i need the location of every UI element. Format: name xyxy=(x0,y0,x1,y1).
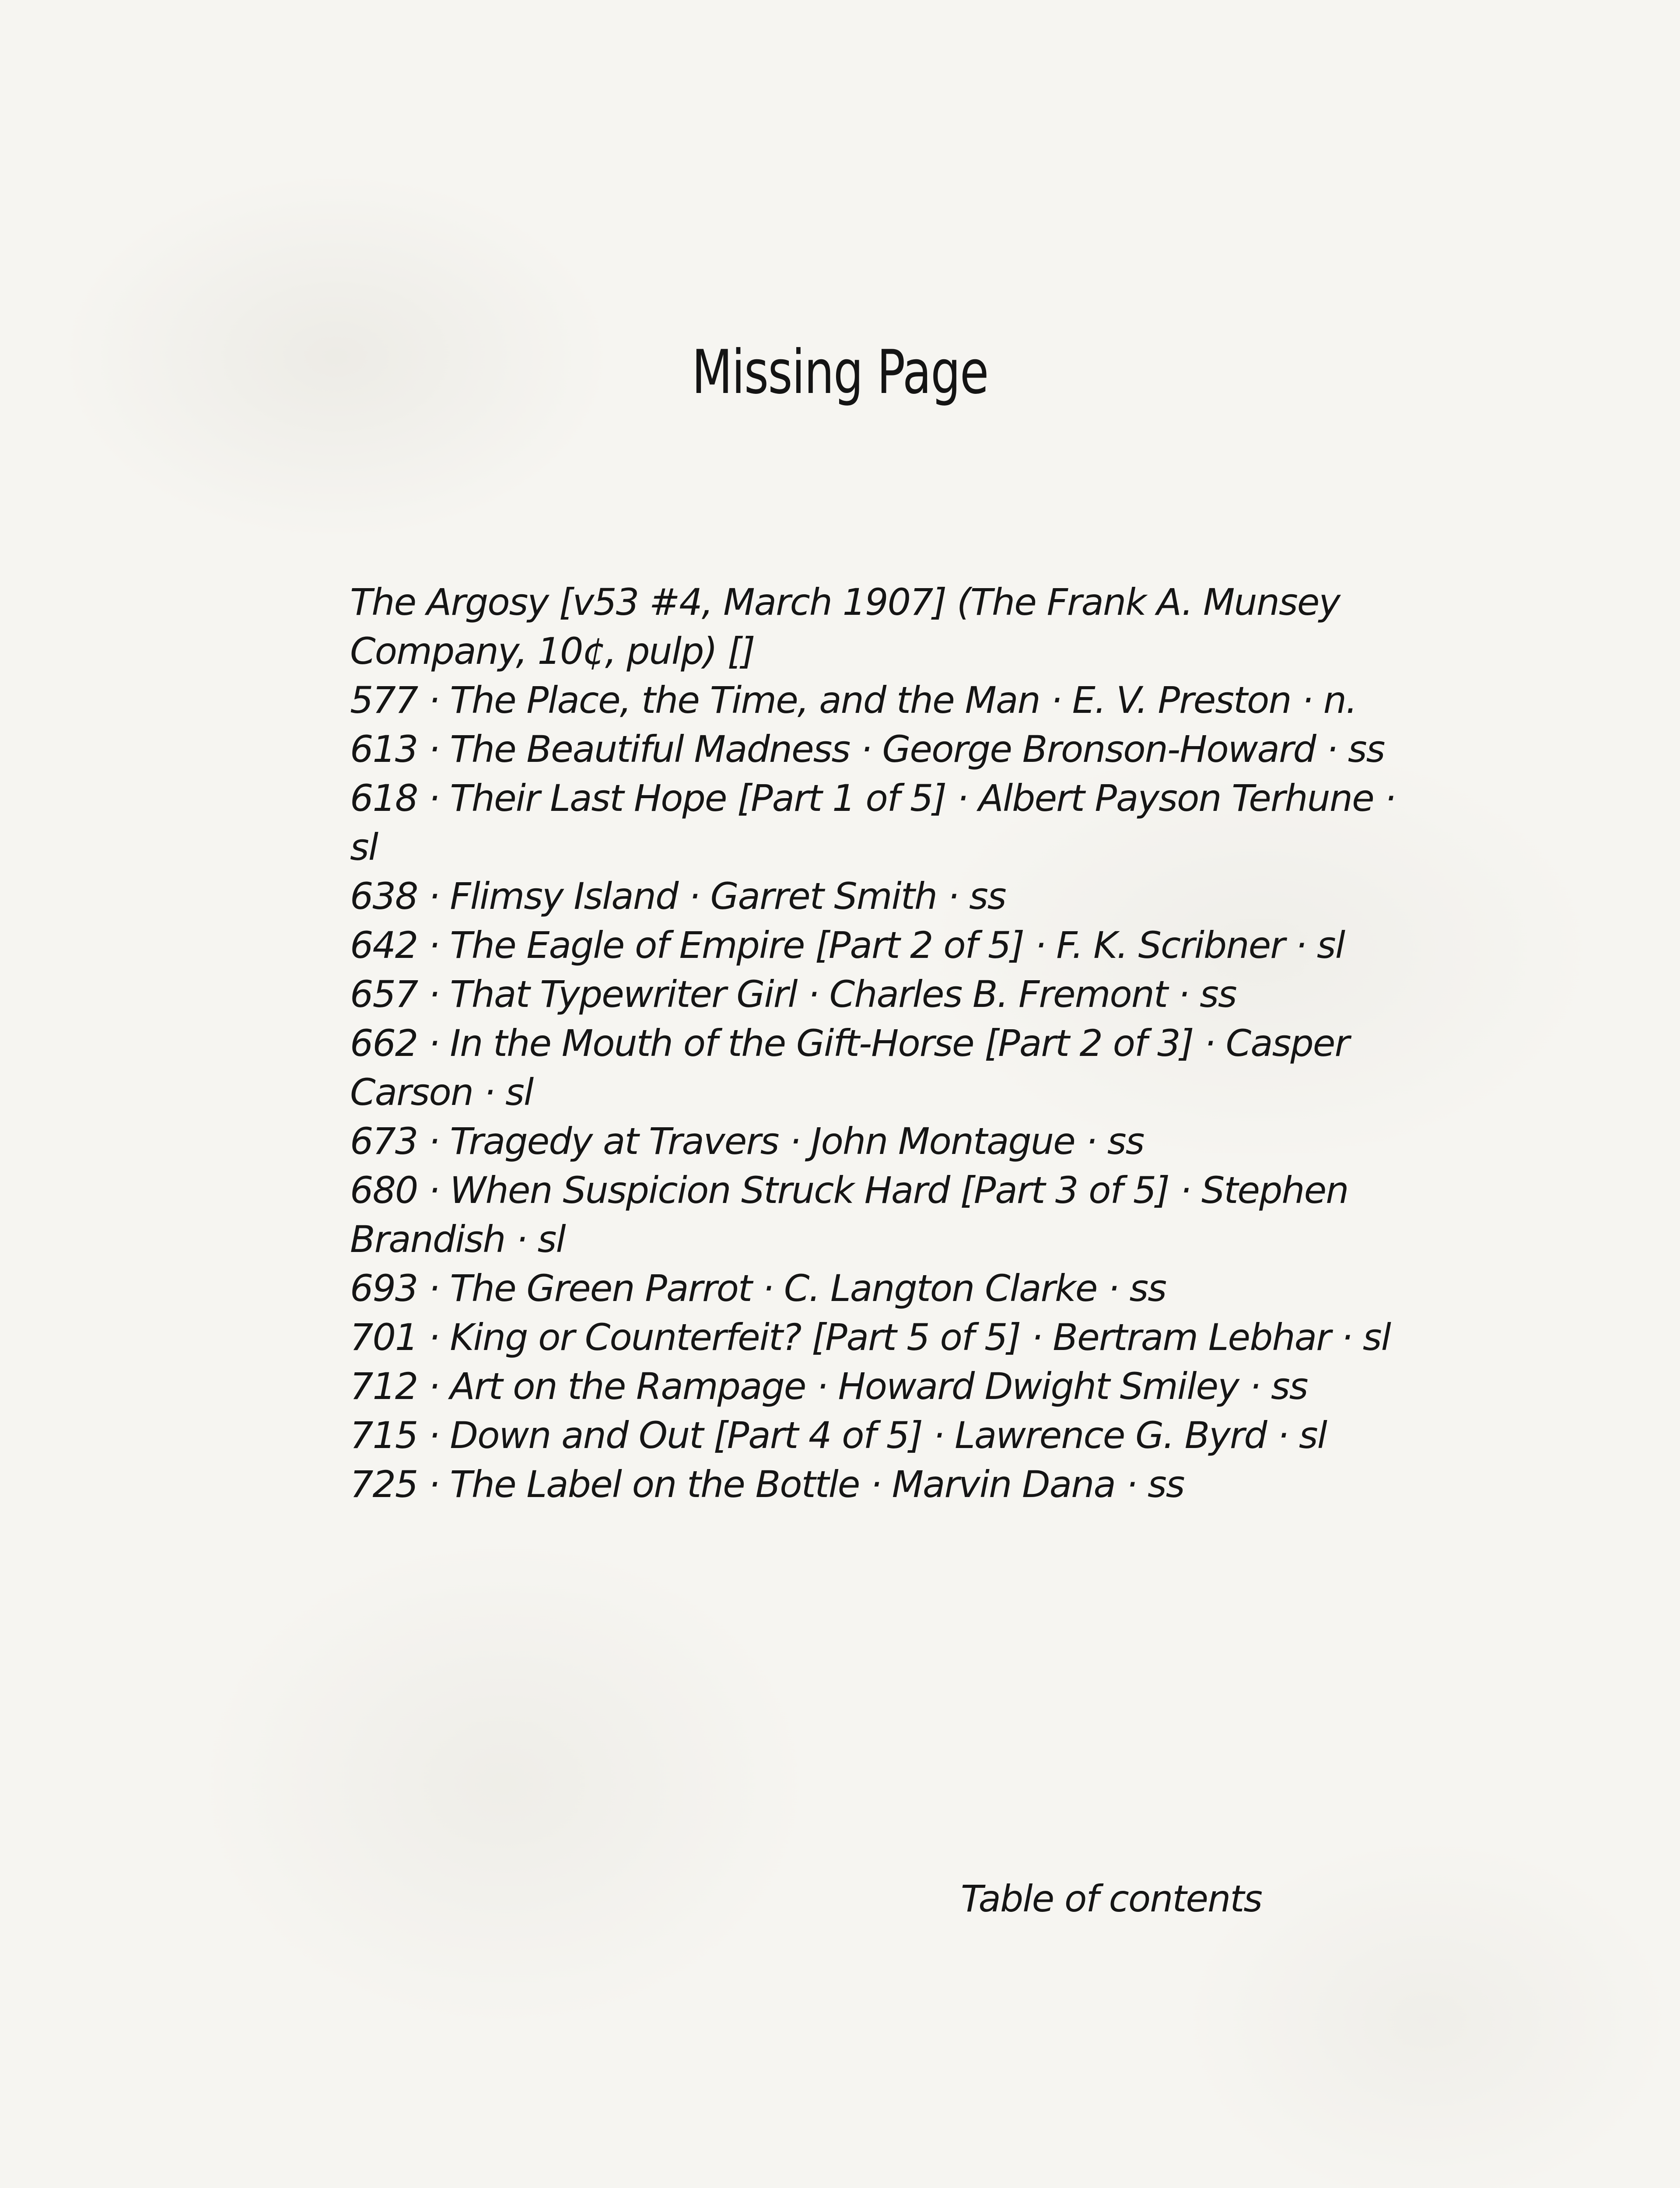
toc-line: 725 · The Label on the Bottle · Marvin Dana · ss xyxy=(350,1463,1184,1506)
toc-line: 662 · In the Mouth of the Gift-Horse [Part 2 of 3] · Casper xyxy=(350,1022,1349,1065)
toc-line: 680 · When Suspicion Struck Hard [Part 3 of 5] · Stephen xyxy=(350,1169,1348,1212)
toc-line: Carson · sl xyxy=(350,1071,533,1114)
toc-line: 618 · Their Last Hope [Part 1 of 5] · Albert Payson Terhune · xyxy=(350,777,1396,820)
toc-line: sl xyxy=(350,826,378,869)
toc-line: 638 · Flimsy Island · Garret Smith · ss xyxy=(350,875,1006,918)
toc-line: 613 · The Beautiful Madness · George Bronson-Howard · ss xyxy=(350,728,1385,771)
toc-line: 693 · The Green Parrot · C. Langton Clarke · ss xyxy=(350,1267,1166,1310)
toc-line: Brandish · sl xyxy=(350,1218,565,1261)
toc-line: 701 · King or Counterfeit? [Part 5 of 5] · Bertram Lebhar · sl xyxy=(350,1316,1390,1359)
page-title: Missing Page xyxy=(692,337,988,407)
toc-caption: Table of contents xyxy=(961,1877,1262,1920)
toc-line: 642 · The Eagle of Empire [Part 2 of 5] · F. K. Scribner · sl xyxy=(350,924,1345,967)
toc-line: 712 · Art on the Rampage · Howard Dwight Smiley · ss xyxy=(350,1365,1308,1408)
toc-line: The Argosy [v53 #4, March 1907] (The Frank A. Munsey xyxy=(350,581,1340,624)
toc-line: 715 · Down and Out [Part 4 of 5] · Lawrence G. Byrd · sl xyxy=(350,1414,1326,1457)
toc-line: Company, 10¢, pulp) [] xyxy=(350,630,755,673)
table-of-contents xyxy=(350,578,1396,1509)
toc-line: 577 · The Place, the Time, and the Man · E. V. Preston · n. xyxy=(350,679,1357,722)
toc-line: 657 · That Typewriter Girl · Charles B. Fremont · ss xyxy=(350,973,1236,1016)
toc-line: 673 · Tragedy at Travers · John Montague · ss xyxy=(350,1120,1144,1163)
